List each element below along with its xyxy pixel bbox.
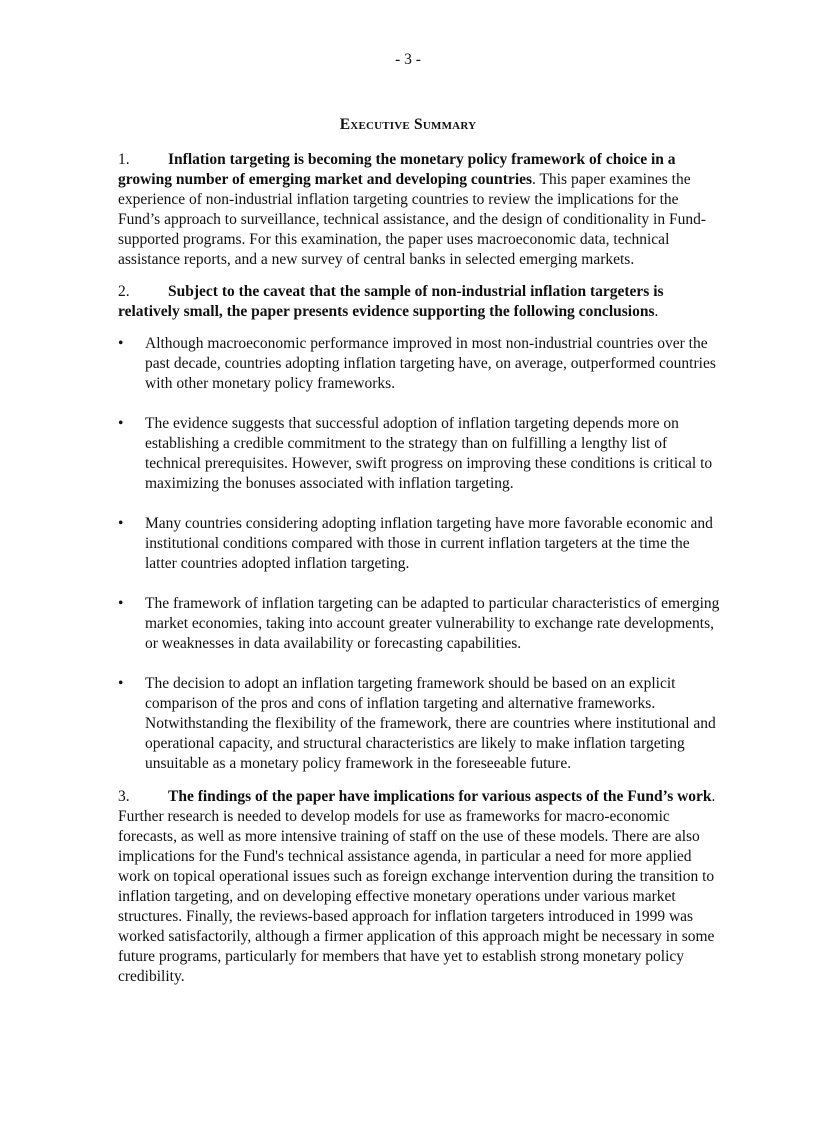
paragraph-lead: Subject to the caveat that the sample of non-industrial inflation targeters is relatively small, the paper presents evidence supporting the following conclusions <box>118 283 664 320</box>
paragraph-body: . Further research is needed to develop models for use as frameworks for macro-economic forecasts, as well as more intensive training of staff on the use of these models. There are also implications for the Fund's technical assistance agenda, in particular a need for more applied work on topical operational issues such as foreign exchange intervention during the transition to inflation targeting, and on developing effective monetary operations under various market structures. Finally, the reviews-based approach for inflation targeters introduced in 1999 was worked satisfactorily, although a firmer application of this approach might be necessary in some future programs, particularly for members that have yet to establish strong monetary policy credibility. <box>118 788 716 985</box>
list-item-text: Many countries considering adopting inflation targeting have more favorable economic and institutional conditions compared with those in current inflation targeters at the time the latter countries adopted inflation targeting. <box>145 515 713 572</box>
bullet-icon: • <box>118 515 124 532</box>
paragraph-2 <box>118 282 723 322</box>
bullet-icon: • <box>118 595 124 612</box>
list-item-text: Although macroeconomic performance improved in most non-industrial countries over the past decade, countries adopting inflation targeting have, on average, outperformed countries with other monetary policy frameworks. <box>145 335 716 392</box>
paragraph-lead: Inflation targeting is becoming the monetary policy framework of choice in a growing number of emerging market and developing countries <box>118 151 676 188</box>
list-item-text: The decision to adopt an inflation targeting framework should be based on an explicit comparison of the pros and cons of inflation targeting and alternative frameworks. Notwithstanding the flexibility of the framework, there are countries where institutional and operational capacity, and structural characteristics are likely to make inflation targeting unsuitable as a monetary policy framework in the foreseeable future. <box>145 675 716 772</box>
bullet-icon: • <box>118 335 124 352</box>
bullet-icon: • <box>118 415 124 432</box>
paragraph-1 <box>118 150 723 270</box>
section-heading: Executive Summary <box>339 116 477 133</box>
bullet-icon: • <box>118 675 124 692</box>
list-item-text: The framework of inflation targeting can be adapted to particular characteristics of emerging market economies, taking into account greater vulnerability to exchange rate developments, or weaknesses in data availability or forecasting capabilities. <box>145 595 720 652</box>
list-item <box>118 674 723 774</box>
paragraph-3 <box>118 787 723 987</box>
list-item <box>118 594 723 654</box>
paragraph-number: 3. <box>118 788 130 805</box>
list-item <box>118 514 723 574</box>
paragraph-number: 2. <box>118 283 130 300</box>
list-item <box>118 334 723 394</box>
document-body <box>118 150 723 999</box>
list-item <box>118 414 723 494</box>
paragraph-lead: The findings of the paper have implications for various aspects of the Fund’s work <box>168 788 712 805</box>
paragraph-number: 1. <box>118 151 130 168</box>
list-item-text: The evidence suggests that successful adoption of inflation targeting depends more on establishing a credible commitment to the strategy than on fulfilling a lengthy list of technical prerequisites. However, swift progress on improving these conditions is critical to maximizing the bonuses associated with inflation targeting. <box>145 415 713 492</box>
paragraph-body: . This paper examines the experience of non-industrial inflation targeting countries to review the implications for the Fund’s approach to surveillance, technical assistance, and the design of conditionality in Fund-supported programs. For this examination, the paper uses macroeconomic data, technical assistance reports, and a new survey of central banks in selected emerging markets. <box>118 171 706 268</box>
paragraph-body: . <box>654 303 659 320</box>
conclusions-list <box>118 334 723 774</box>
page-number: - 3 - <box>395 51 421 68</box>
